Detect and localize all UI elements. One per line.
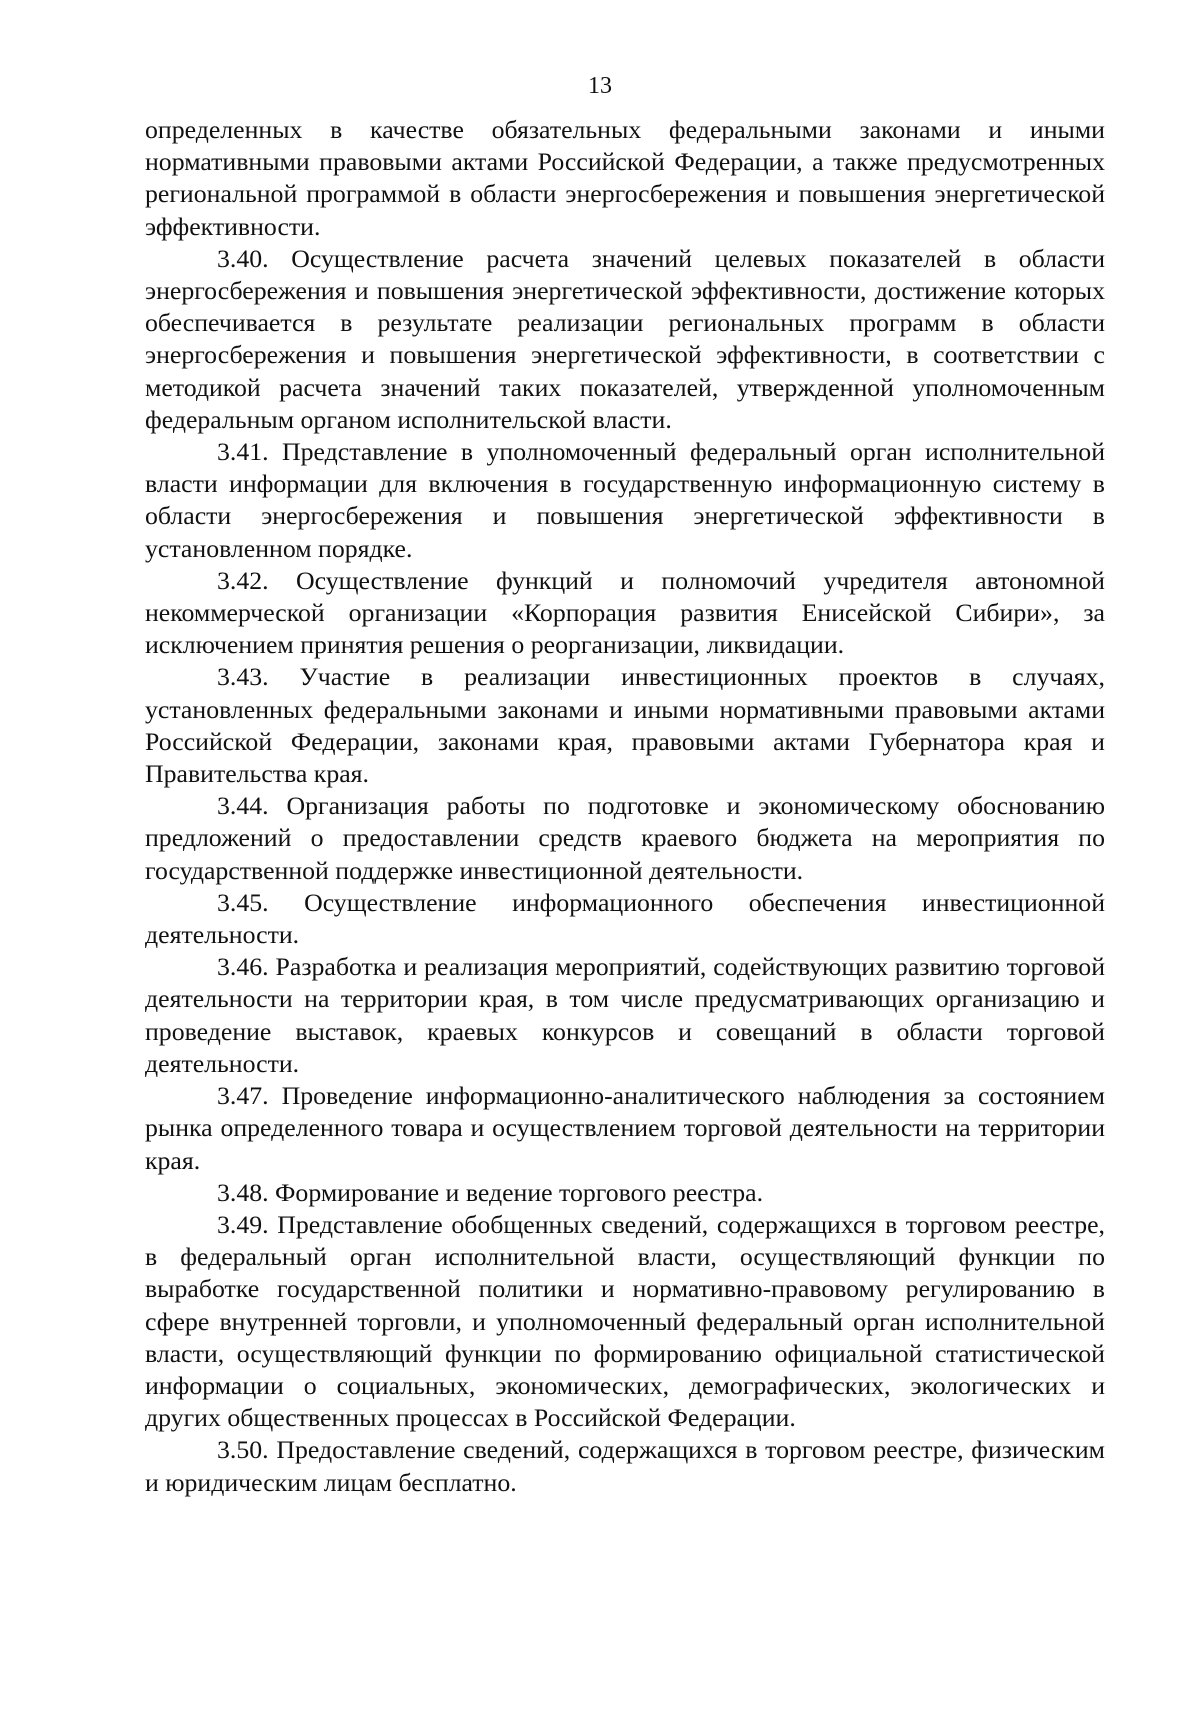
paragraph-number: 3.43. bbox=[217, 662, 269, 692]
paragraph-text: Формирование и ведение торгового реестра. bbox=[275, 1177, 764, 1207]
paragraph-text: определенных в качестве обязательных федеральными законами и иными нормативными правовыми актами Российской Федерации, а также предусмотренных региональной программой в области энергосбережения и повышения энергетической эффективности. bbox=[145, 115, 1105, 241]
paragraph-3-48 bbox=[145, 1177, 1105, 1209]
paragraph-text: Проведение информационно-аналитического наблюдения за состоянием рынка определенного товара и осуществлением торговой деятельности на территории края. bbox=[145, 1081, 1105, 1175]
paragraph-number: 3.44. bbox=[217, 791, 269, 821]
paragraph-text: Участие в реализации инвестиционных проектов в случаях, установленных федеральными законами и иными нормативными правовыми актами Российской Федерации, законами края, правовыми актами Губернатора края и Правительства края. bbox=[145, 662, 1106, 789]
paragraph-3-49 bbox=[145, 1209, 1105, 1434]
paragraph-number: 3.46. bbox=[217, 952, 269, 982]
page-number: 13 bbox=[588, 73, 612, 99]
paragraph-text: Разработка и реализация мероприятий, содействующих развитию торговой деятельности на территории края, в том числе предусматривающих организацию и проведение выставок, краевых конкурсов и совещаний в области торговой деятельности. bbox=[145, 952, 1105, 1078]
paragraph-3-40 bbox=[145, 243, 1105, 436]
paragraph-3-50 bbox=[145, 1434, 1105, 1498]
paragraph-3-47 bbox=[145, 1080, 1105, 1177]
paragraph-text: Осуществление информационного обеспечения инвестиционной деятельности. bbox=[145, 887, 1105, 950]
paragraph-number: 3.40. bbox=[217, 243, 269, 273]
paragraph-3-45 bbox=[145, 887, 1105, 951]
paragraph-number: 3.41. bbox=[217, 437, 269, 467]
paragraph-number: 3.47. bbox=[217, 1081, 269, 1111]
paragraph-text: Организация работы по подготовке и экономическому обоснованию предложений о предоставлении средств краевого бюджета на мероприятия по государственной поддержке инвестиционной деятельности. bbox=[145, 791, 1105, 885]
paragraph-3-46 bbox=[145, 951, 1105, 1080]
paragraph-continuation bbox=[145, 114, 1105, 243]
paragraph-number: 3.50. bbox=[217, 1435, 269, 1465]
paragraph-number: 3.42. bbox=[217, 565, 269, 595]
paragraph-text: Предоставление сведений, содержащихся в торговом реестре, физическим и юридическим лицам бесплатно. bbox=[145, 1435, 1105, 1497]
paragraph-3-42 bbox=[145, 565, 1105, 662]
paragraph-text: Представление обобщенных сведений, содержащихся в торговом реестре, в федеральный орган исполнительной власти, осуществляющий функции по выработке государственной политики и нормативно-правовому регулированию в сфере внутренней торговли, и уполномоченный федеральный орган исполнительной власти, осуществляющий функции по формированию официальной статистической информации о социальных, экономических, демографических, экологических и других общественных процессах в Российской Федерации. bbox=[145, 1209, 1106, 1433]
paragraph-3-43 bbox=[145, 661, 1105, 790]
paragraph-3-41 bbox=[145, 436, 1105, 565]
paragraph-3-44 bbox=[145, 790, 1105, 887]
paragraph-number: 3.49. bbox=[217, 1209, 269, 1239]
paragraph-text: Осуществление расчета значений целевых показателей в области энергосбережения и повышения энергетической эффективности, достижение которых обеспечивается в результате реализации региональных программ в области энергосбережения и повышения энергетической эффективности, в соответствии с методикой расчета значений таких показателей, утвержденной уполномоченным федеральным органом исполнительской власти. bbox=[145, 243, 1105, 434]
paragraph-text: Осуществление функций и полномочий учредителя автономной некоммерческой организации «Корпорация развития Енисейской Сибири», за исключением принятия решения о реорганизации, ликвидации. bbox=[145, 565, 1105, 660]
paragraph-number: 3.48. bbox=[217, 1177, 269, 1207]
paragraph-number: 3.45. bbox=[217, 887, 269, 917]
paragraph-text: Представление в уполномоченный федеральный орган исполнительной власти информации для включения в государственную информационную систему в области энергосбережения и повышения энергетической эффективности в установленном порядке. bbox=[145, 437, 1105, 563]
document-body bbox=[145, 114, 1105, 1499]
